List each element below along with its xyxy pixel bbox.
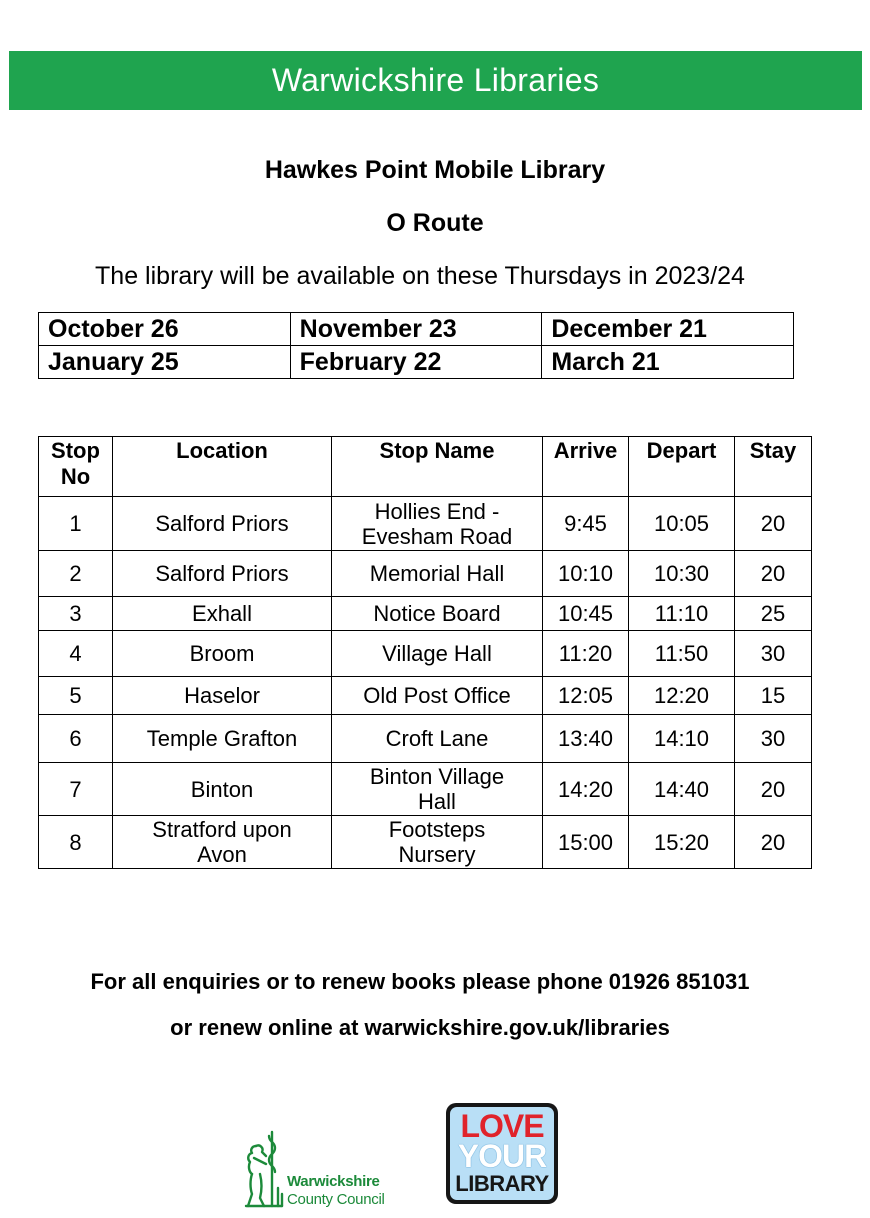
stop-no-cell: 1 <box>39 497 113 551</box>
stop-no-cell: 2 <box>39 551 113 597</box>
header-stay: Stay <box>735 437 812 497</box>
stop-no-cell: 3 <box>39 597 113 631</box>
stay-cell: 20 <box>735 763 812 816</box>
location-cell: Binton <box>113 763 332 816</box>
stop-name-cell: Old Post Office <box>332 677 543 715</box>
banner-title: Warwickshire Libraries <box>271 62 600 98</box>
stay-cell: 20 <box>735 551 812 597</box>
library-word: LIBRARY <box>455 1170 549 1196</box>
table-row <box>39 497 812 551</box>
date-cell: January 25 <box>39 346 291 379</box>
stop-no-cell: 7 <box>39 763 113 816</box>
stop-name-cell: Hollies End - Evesham Road <box>332 497 543 551</box>
table-row <box>39 816 812 869</box>
location-cell: Haselor <box>113 677 332 715</box>
location-cell: Exhall <box>113 597 332 631</box>
header-row <box>39 437 812 497</box>
table-row <box>39 631 812 677</box>
date-cell: February 22 <box>290 346 542 379</box>
stop-name-cell: Croft Lane <box>332 715 543 763</box>
location-cell: Salford Priors <box>113 551 332 597</box>
date-cell: December 21 <box>542 313 794 346</box>
location-cell: Temple Grafton <box>113 715 332 763</box>
bear-and-staff-icon <box>242 1128 288 1208</box>
date-cell: March 21 <box>542 346 794 379</box>
table-row <box>39 763 812 816</box>
stop-name-cell: Village Hall <box>332 631 543 677</box>
arrive-cell: 11:20 <box>543 631 629 677</box>
council-logo <box>242 1128 402 1210</box>
banner <box>9 51 862 110</box>
header-stop-no: Stop No <box>39 437 113 497</box>
header-arrive: Arrive <box>543 437 629 497</box>
stop-name-cell: Footsteps Nursery <box>332 816 543 869</box>
stay-cell: 25 <box>735 597 812 631</box>
arrive-cell: 15:00 <box>543 816 629 869</box>
table-row <box>39 715 812 763</box>
location-cell: Salford Priors <box>113 497 332 551</box>
council-name-line2: County Council <box>287 1191 385 1208</box>
stop-name-cell: Memorial Hall <box>332 551 543 597</box>
location-cell: Broom <box>113 631 332 677</box>
stop-no-cell: 6 <box>39 715 113 763</box>
dates-row <box>39 346 794 379</box>
stop-no-cell: 5 <box>39 677 113 715</box>
header-depart: Depart <box>629 437 735 497</box>
council-name-line1: Warwickshire <box>287 1173 380 1190</box>
stop-no-cell: 4 <box>39 631 113 677</box>
location-cell: Stratford upon Avon <box>113 816 332 869</box>
depart-cell: 14:40 <box>629 763 735 816</box>
table-row <box>39 551 812 597</box>
route-title: O Route <box>386 209 484 237</box>
love-your-library-logo <box>446 1103 558 1204</box>
stay-cell: 15 <box>735 677 812 715</box>
schedule-table <box>38 436 812 869</box>
stop-name-cell: Notice Board <box>332 597 543 631</box>
stay-cell: 30 <box>735 715 812 763</box>
stay-cell: 20 <box>735 816 812 869</box>
stay-cell: 20 <box>735 497 812 551</box>
stay-cell: 30 <box>735 631 812 677</box>
stop-name-cell: Binton Village Hall <box>332 763 543 816</box>
depart-cell: 15:20 <box>629 816 735 869</box>
enquiries-phone: For all enquiries or to renew books please phone 01926 851031 <box>90 969 750 994</box>
dates-row <box>39 313 794 346</box>
arrive-cell: 12:05 <box>543 677 629 715</box>
arrive-cell: 13:40 <box>543 715 629 763</box>
header-location: Location <box>113 437 332 497</box>
table-row <box>39 597 812 631</box>
depart-cell: 11:50 <box>629 631 735 677</box>
dates-table <box>38 312 794 379</box>
love-your-library-badge <box>450 1107 554 1200</box>
table-row <box>39 677 812 715</box>
depart-cell: 10:30 <box>629 551 735 597</box>
arrive-cell: 10:45 <box>543 597 629 631</box>
page-title: Hawkes Point Mobile Library <box>264 156 606 184</box>
intro-text: The library will be available on these Thursdays in 2023/24 <box>95 262 745 290</box>
love-word: LOVE <box>460 1107 544 1144</box>
depart-cell: 11:10 <box>629 597 735 631</box>
council-name <box>287 1173 385 1209</box>
date-cell: October 26 <box>39 313 291 346</box>
stop-no-cell: 8 <box>39 816 113 869</box>
depart-cell: 14:10 <box>629 715 735 763</box>
enquiries-online: or renew online at warwickshire.gov.uk/libraries <box>170 1015 670 1040</box>
depart-cell: 12:20 <box>629 677 735 715</box>
header-stop-name: Stop Name <box>332 437 543 497</box>
date-cell: November 23 <box>290 313 542 346</box>
arrive-cell: 14:20 <box>543 763 629 816</box>
arrive-cell: 10:10 <box>543 551 629 597</box>
arrive-cell: 9:45 <box>543 497 629 551</box>
your-word: YOUR <box>457 1137 547 1174</box>
depart-cell: 10:05 <box>629 497 735 551</box>
